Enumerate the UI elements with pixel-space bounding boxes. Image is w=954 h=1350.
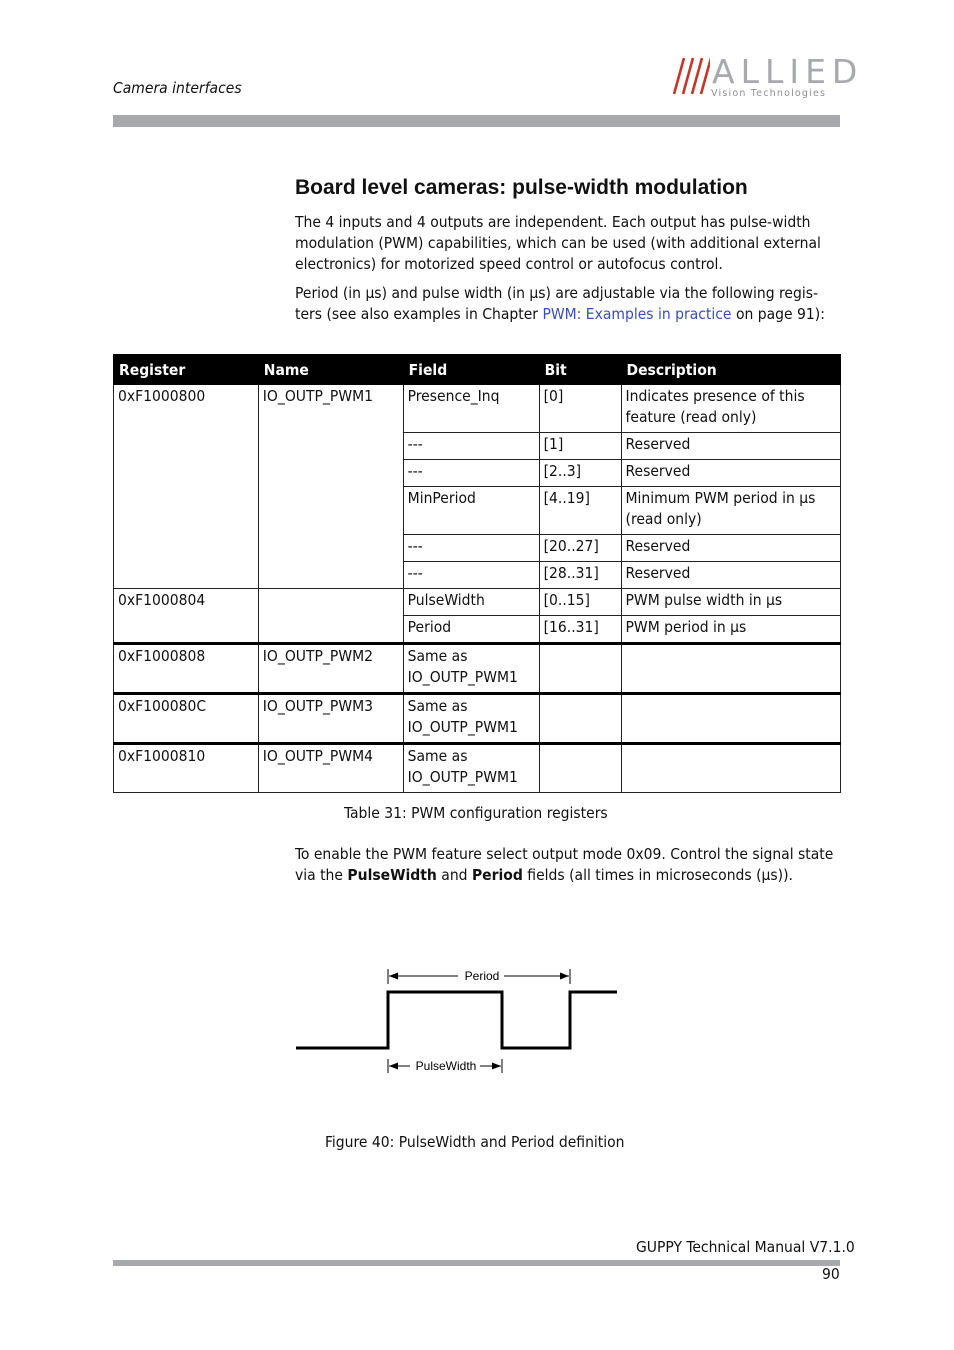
name-cell: IO_OUTP_PWM3	[258, 694, 403, 744]
pwm-timing-diagram	[290, 960, 625, 1080]
enable-text-e: fields (all times in microseconds (µs)).	[522, 866, 793, 884]
field-cell: Same as IO_OUTP_PWM1	[403, 644, 539, 694]
table-row	[114, 744, 841, 793]
description-cell: PWM period in µs	[621, 616, 841, 644]
field-cell: ---	[403, 460, 539, 487]
table-header-row	[114, 355, 841, 385]
pulsewidth-arrow-right-icon	[492, 1063, 501, 1070]
name-cell	[258, 589, 403, 644]
enable-paragraph	[295, 844, 843, 886]
page-number: 90	[822, 1265, 840, 1283]
bit-cell: [2..3]	[539, 460, 621, 487]
col-header-name: Name	[258, 355, 403, 385]
pwm-waveform	[296, 992, 617, 1048]
col-header-field: Field	[403, 355, 539, 385]
description-cell: PWM pulse width in µs	[621, 589, 841, 616]
adjustable-paragraph	[295, 283, 843, 325]
name-cell: IO_OUTP_PWM1	[258, 385, 403, 589]
name-cell: IO_OUTP_PWM4	[258, 744, 403, 793]
field-cell: Period	[403, 616, 539, 644]
table-row	[114, 644, 841, 694]
col-header-description: Description	[621, 355, 841, 385]
figure-caption: Figure 40: PulseWidth and Period definition	[325, 1133, 625, 1151]
description-cell: Minimum PWM period in µs (read only)	[621, 487, 841, 535]
field-cell: PulseWidth	[403, 589, 539, 616]
footer-divider	[113, 1260, 840, 1266]
logo-slashes-icon	[668, 56, 710, 96]
register-cell: 0xF1000810	[114, 744, 259, 793]
field-cell: ---	[403, 535, 539, 562]
bit-cell: [0..15]	[539, 589, 621, 616]
field-cell: Same as IO_OUTP_PWM1	[403, 694, 539, 744]
description-cell	[621, 644, 841, 694]
field-cell: Presence_Inq	[403, 385, 539, 433]
pwm-examples-link[interactable]: PWM: Examples in practice	[542, 305, 732, 323]
bit-cell: [0]	[539, 385, 621, 433]
pulsewidth-term: PulseWidth	[347, 866, 437, 884]
bit-cell: [4..19]	[539, 487, 621, 535]
logo-wordmark: ALLIED	[712, 52, 864, 91]
register-cell: 0xF1000800	[114, 385, 259, 589]
period-label: Period	[464, 969, 500, 983]
intro-paragraph: The 4 inputs and 4 outputs are independent. Each output has pulse-width modulation (PWM) capabilities, which can be used (with additional external electronics) for motorized speed control or autofocus control.	[295, 213, 821, 273]
description-cell	[621, 694, 841, 744]
register-cell: 0xF100080C	[114, 694, 259, 744]
col-header-register: Register	[114, 355, 259, 385]
field-cell: Same as IO_OUTP_PWM1	[403, 744, 539, 793]
page-title: Board level cameras: pulse-width modulation	[295, 176, 748, 199]
description-cell: Reserved	[621, 433, 841, 460]
table-row	[114, 589, 841, 616]
period-arrow-right-icon	[560, 973, 569, 980]
description-cell: Indicates presence of this feature (read only)	[621, 385, 841, 433]
bit-cell: [1]	[539, 433, 621, 460]
field-cell: ---	[403, 433, 539, 460]
name-cell: IO_OUTP_PWM2	[258, 644, 403, 694]
table-row	[114, 694, 841, 744]
bit-cell: [20..27]	[539, 535, 621, 562]
period-term: Period	[471, 866, 523, 884]
para2-text-after: on page 91):	[731, 305, 825, 323]
bit-cell: [16..31]	[539, 616, 621, 644]
logo-subtitle: Vision Technologies	[711, 88, 827, 99]
pwm-register-table	[113, 354, 841, 793]
footer-manual-title: GUPPY Technical Manual V7.1.0	[636, 1238, 855, 1256]
period-arrow-left-icon	[389, 973, 398, 980]
section-label: Camera interfaces	[113, 79, 242, 97]
register-cell: 0xF1000808	[114, 644, 259, 694]
pulsewidth-label: PulseWidth	[415, 1059, 477, 1073]
register-cell: 0xF1000804	[114, 589, 259, 644]
description-cell	[621, 744, 841, 793]
col-header-bit: Bit	[539, 355, 621, 385]
pulsewidth-arrow-left-icon	[389, 1063, 398, 1070]
description-cell: Reserved	[621, 535, 841, 562]
bit-cell	[539, 744, 621, 793]
bit-cell	[539, 694, 621, 744]
header-divider	[113, 115, 840, 127]
table-caption: Table 31: PWM configuration registers	[344, 804, 608, 822]
bit-cell	[539, 644, 621, 694]
field-cell: ---	[403, 562, 539, 589]
table-row	[114, 385, 841, 433]
enable-text-a: To enable the PWM feature select output mode 0x09. Control the signal state via the	[295, 845, 834, 884]
para2-text-before: Period (in µs) and pulse width (in µs) are adjustable via the following regis-ters (see also examples in Chapter	[295, 284, 819, 323]
description-cell: Reserved	[621, 562, 841, 589]
field-cell: MinPeriod	[403, 487, 539, 535]
description-cell: Reserved	[621, 460, 841, 487]
enable-text-c: and	[436, 866, 472, 884]
bit-cell: [28..31]	[539, 562, 621, 589]
